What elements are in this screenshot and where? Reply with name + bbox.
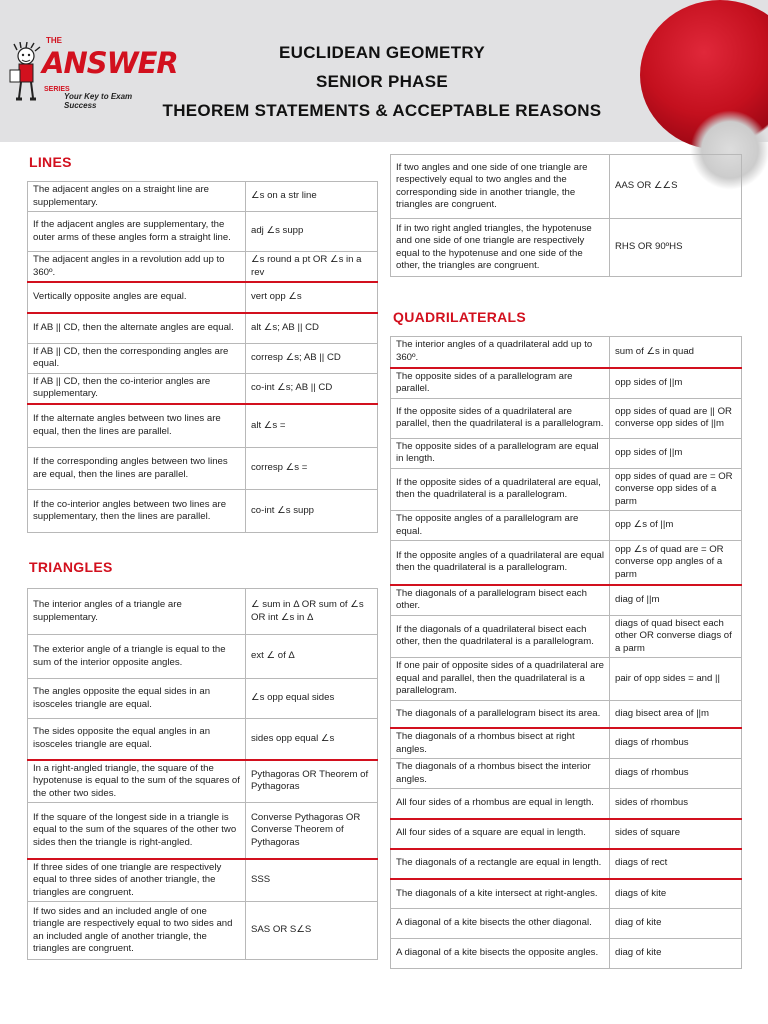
reason-cell: diags of kite	[610, 879, 742, 909]
table-row	[28, 760, 378, 803]
table-row	[391, 219, 742, 277]
reason-cell: Pythagoras OR Theorem of Pythagoras	[246, 760, 378, 803]
table-row	[391, 337, 742, 368]
table-row	[28, 252, 378, 283]
table-row	[391, 398, 742, 438]
statement-cell: If the corresponding angles between two lines are equal, then the lines are parallel.	[28, 448, 246, 490]
table-row	[391, 155, 742, 219]
reason-cell: ∠s on a str line	[246, 182, 378, 212]
table-row	[391, 658, 742, 701]
reason-cell: ext ∠ of Δ	[246, 635, 378, 679]
table-row	[391, 909, 742, 939]
statement-cell: All four sides of a square are equal in length.	[391, 819, 610, 849]
lines-table	[27, 181, 378, 533]
statement-cell: The diagonals of a parallelogram bisect its area.	[391, 700, 610, 728]
reason-cell: corresp ∠s; AB || CD	[246, 343, 378, 373]
reason-cell: sides of square	[610, 819, 742, 849]
table-row	[28, 404, 378, 448]
table-row	[28, 589, 378, 635]
reason-cell: opp ∠s of ||m	[610, 511, 742, 541]
statement-cell: A diagonal of a kite bisects the other diagonal.	[391, 909, 610, 939]
reason-cell: sides opp equal ∠s	[246, 719, 378, 760]
table-row	[391, 939, 742, 969]
reason-cell: opp sides of quad are || OR converse opp sides of ||m	[610, 398, 742, 438]
reason-cell: AAS OR ∠∠S	[610, 155, 742, 219]
reason-cell: diags of rhombus	[610, 759, 742, 789]
reason-cell: opp sides of ||m	[610, 368, 742, 399]
table-row	[391, 615, 742, 658]
reason-cell: sides of rhombus	[610, 789, 742, 819]
reason-cell: SAS OR S∠S	[246, 902, 378, 960]
statement-cell: The adjacent angles in a revolution add up to 360º.	[28, 252, 246, 283]
title-line: SENIOR PHASE	[315, 72, 449, 91]
reason-cell: alt ∠s; AB || CD	[246, 313, 378, 343]
table-row	[28, 719, 378, 760]
reason-cell: ∠s round a pt OR ∠s in a rev	[246, 252, 378, 283]
statement-cell: If two sides and an included angle of one triangle are respectively equal to two sides and an included angle of another triangle, the triangles are congruent.	[28, 902, 246, 960]
statement-cell: A diagonal of a kite bisects the opposite angles.	[391, 939, 610, 969]
statement-cell: Vertically opposite angles are equal.	[28, 282, 246, 313]
page-title	[140, 38, 624, 125]
table-row	[391, 700, 742, 728]
statement-cell: If in two right angled triangles, the hypotenuse and one side of one triangle are respectively equal to the hypotenuse and one side of the other, the triangles are congruent.	[391, 219, 610, 277]
statement-cell: The opposite angles of a parallelogram are equal.	[391, 511, 610, 541]
reason-cell: diags of quad bisect each other OR converse diags of a parm	[610, 615, 742, 658]
statement-cell: The diagonals of a kite intersect at right-angles.	[391, 879, 610, 909]
reason-cell: diag bisect area of ||m	[610, 700, 742, 728]
reason-cell: ∠ sum in Δ OR sum of ∠s OR int ∠s in Δ	[246, 589, 378, 635]
table-row	[28, 803, 378, 859]
table-row	[28, 859, 378, 902]
reason-cell: sum of ∠s in quad	[610, 337, 742, 368]
reason-cell: diag of ||m	[610, 585, 742, 616]
table-row	[28, 282, 378, 313]
table-row	[391, 819, 742, 849]
section-heading-quadrilaterals: QUADRILATERALS	[393, 309, 527, 325]
statement-cell: The opposite sides of a parallelogram are parallel.	[391, 368, 610, 399]
statement-cell: In a right-angled triangle, the square of the hypotenuse is equal to the sum of the squares of the other two sides.	[28, 760, 246, 803]
reason-cell: pair of opp sides = and ||	[610, 658, 742, 701]
table-row	[391, 438, 742, 468]
statement-cell: If the opposite angles of a quadrilateral are equal then the quadrilateral is a parallelogram.	[391, 541, 610, 585]
section-heading-triangles: TRIANGLES	[29, 559, 113, 575]
table-row	[391, 511, 742, 541]
table-row	[28, 679, 378, 719]
statement-cell: If two angles and one side of one triangle are respectively equal to two angles and the corresponding side in another triangle, the triangles are congruent.	[391, 155, 610, 219]
table-row	[391, 879, 742, 909]
table-row	[28, 635, 378, 679]
table-row	[391, 849, 742, 879]
reason-cell: Converse Pythagoras OR Converse Theorem of Pythagoras	[246, 803, 378, 859]
table-row	[391, 789, 742, 819]
table-row	[391, 759, 742, 789]
table-row	[28, 490, 378, 533]
reason-cell: alt ∠s =	[246, 404, 378, 448]
reason-cell: SSS	[246, 859, 378, 902]
table-row	[28, 313, 378, 343]
statement-cell: The exterior angle of a triangle is equal to the sum of the interior opposite angles.	[28, 635, 246, 679]
statement-cell: The adjacent angles on a straight line are supplementary.	[28, 182, 246, 212]
reason-cell: RHS OR 90ºHS	[610, 219, 742, 277]
title-line: THEOREM STATEMENTS & ACCEPTABLE REASONS	[162, 101, 602, 120]
table-row	[28, 448, 378, 490]
mascot-icon	[8, 42, 44, 106]
answer-series-logo	[8, 34, 178, 114]
table-row	[391, 585, 742, 616]
table-row	[28, 373, 378, 404]
logo-the: THE	[46, 36, 62, 45]
statement-cell: If the diagonals of a quadrilateral bisect each other, then the quadrilateral is a parallelogram.	[391, 615, 610, 658]
reason-cell: opp ∠s of quad are = OR converse opp angles of a parm	[610, 541, 742, 585]
statement-cell: The angles opposite the equal sides in an isosceles triangle are equal.	[28, 679, 246, 719]
statement-cell: If AB || CD, then the corresponding angles are equal.	[28, 343, 246, 373]
statement-cell: The sides opposite the equal angles in an isosceles triangle are equal.	[28, 719, 246, 760]
triangles-table	[27, 588, 378, 960]
logo-answer: ANSWER	[42, 46, 178, 80]
quadrilaterals-table	[390, 336, 742, 969]
logo-tagline: Your Key to Exam Success	[64, 92, 133, 110]
table-row	[391, 368, 742, 399]
statement-cell: If the opposite sides of a quadrilateral are parallel, then the quadrilateral is a parallelogram.	[391, 398, 610, 438]
reason-cell: diags of rhombus	[610, 728, 742, 759]
reason-cell: co-int ∠s; AB || CD	[246, 373, 378, 404]
statement-cell: The diagonals of a rectangle are equal in length.	[391, 849, 610, 879]
statement-cell: If the co-interior angles between two lines are supplementary, then the lines are parallel.	[28, 490, 246, 533]
table-row	[28, 182, 378, 212]
statement-cell: If AB || CD, then the alternate angles are equal.	[28, 313, 246, 343]
table-row	[391, 468, 742, 511]
statement-cell: If one pair of opposite sides of a quadrilateral are equal and parallel, then the quadrilateral is a parallelogram.	[391, 658, 610, 701]
statement-cell: The diagonals of a parallelogram bisect each other.	[391, 585, 610, 616]
table-row	[391, 728, 742, 759]
statement-cell: The interior angles of a triangle are supplementary.	[28, 589, 246, 635]
section-heading-lines: LINES	[29, 154, 72, 170]
reason-cell: diag of kite	[610, 939, 742, 969]
statement-cell: If three sides of one triangle are respectively equal to three sides of another triangle, the triangles are congruent.	[28, 859, 246, 902]
reason-cell: diag of kite	[610, 909, 742, 939]
statement-cell: If AB || CD, then the co-interior angles are supplementary.	[28, 373, 246, 404]
reason-cell: adj ∠s supp	[246, 212, 378, 252]
statement-cell: If the square of the longest side in a triangle is equal to the sum of the squares of the other two sides then the triangle is right-angled.	[28, 803, 246, 859]
reason-cell: opp sides of quad are = OR converse opp sides of a parm	[610, 468, 742, 511]
table-row	[28, 343, 378, 373]
reason-cell: vert opp ∠s	[246, 282, 378, 313]
statement-cell: If the alternate angles between two lines are equal, then the lines are parallel.	[28, 404, 246, 448]
reason-cell: co-int ∠s supp	[246, 490, 378, 533]
statement-cell: If the adjacent angles are supplementary, the outer arms of these angles form a straight line.	[28, 212, 246, 252]
logo-series: SERIES	[44, 86, 70, 93]
table-row	[28, 902, 378, 960]
table-row	[391, 541, 742, 585]
triangles-continued-table	[390, 154, 742, 277]
statement-cell: If the opposite sides of a quadrilateral are equal, then the quadrilateral is a parallelogram.	[391, 468, 610, 511]
reason-cell: corresp ∠s =	[246, 448, 378, 490]
statement-cell: All four sides of a rhombus are equal in length.	[391, 789, 610, 819]
statement-cell: The diagonals of a rhombus bisect the interior angles.	[391, 759, 610, 789]
statement-cell: The interior angles of a quadrilateral add up to 360º.	[391, 337, 610, 368]
statement-cell: The opposite sides of a parallelogram are equal in length.	[391, 438, 610, 468]
table-row	[28, 212, 378, 252]
title-line: EUCLIDEAN GEOMETRY	[279, 43, 485, 62]
reason-cell: diags of rect	[610, 849, 742, 879]
reason-cell: opp sides of ||m	[610, 438, 742, 468]
statement-cell: The diagonals of a rhombus bisect at right angles.	[391, 728, 610, 759]
reason-cell: ∠s opp equal sides	[246, 679, 378, 719]
